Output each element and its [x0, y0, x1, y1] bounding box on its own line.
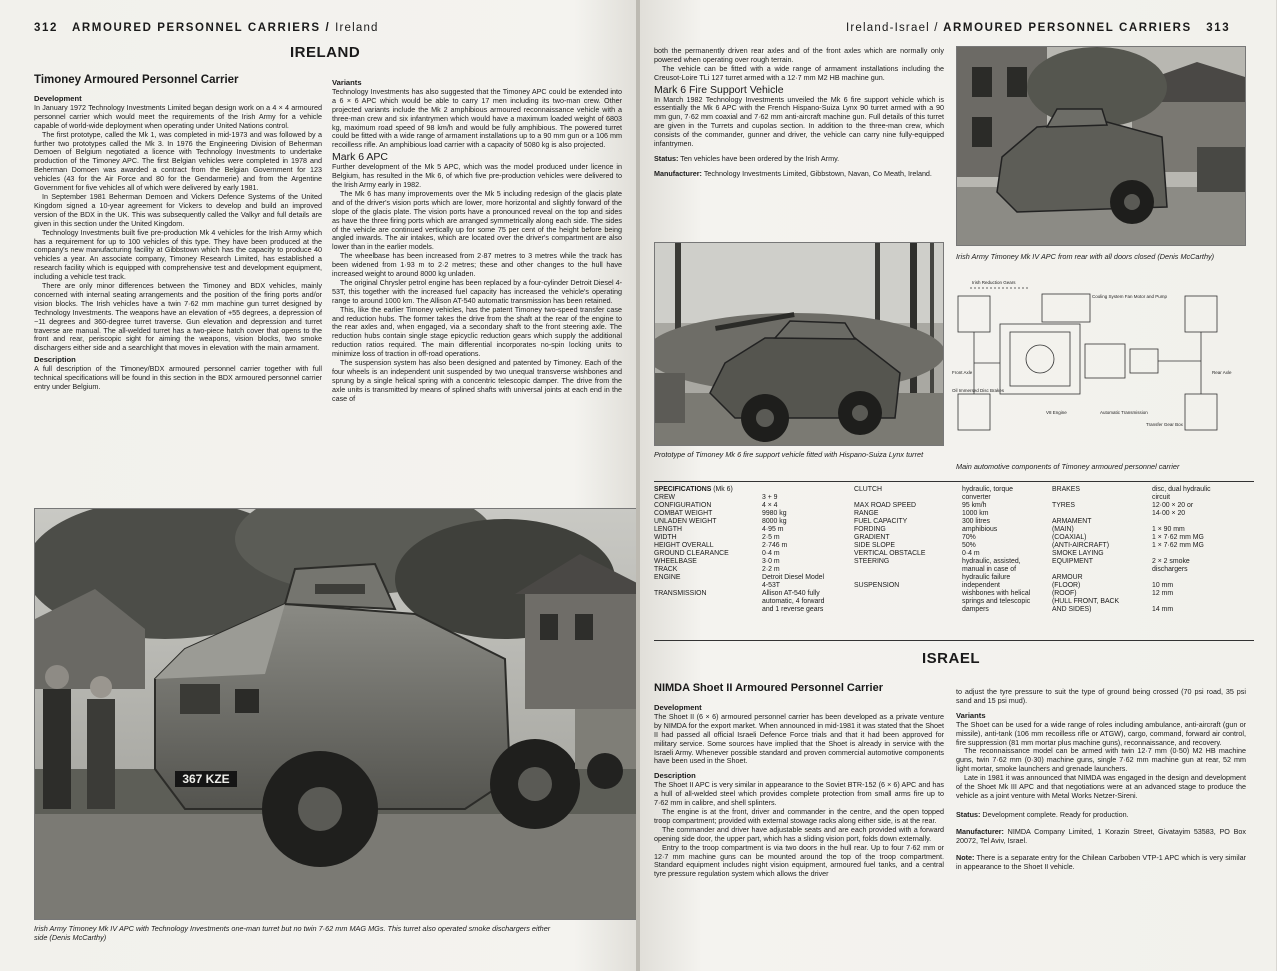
specs-title-sub: (Mk 6) — [713, 486, 733, 493]
spec-row — [654, 606, 824, 614]
spec-value: 2·5 m — [762, 534, 780, 541]
spec-key: CONFIGURATION — [654, 502, 712, 509]
spec-value: 12 mm — [1152, 590, 1174, 597]
spec-key: ARMOUR — [1052, 574, 1083, 581]
right-page — [638, 0, 1276, 971]
spec-value: converter — [962, 494, 991, 501]
paragraph: This, like the earlier Timoney vehicles, has the patent Timoney two-speed transfer case and reduction hubs. The former takes the drive from the shaft at the rear of the engine to the rear axles and, when engaged, via a secondary shaft to the front steering axle. The reduction hubs contain single stage epicyclic reduction gears which supply the additional reduction ratios required. The main differential incorporates no-spin locking units to minimize loss of traction in off-road operations. — [332, 304, 622, 359]
heading-variants: Variants — [956, 710, 986, 720]
spec-row — [1052, 502, 1211, 510]
spec-key: HEIGHT OVERALL — [654, 542, 714, 549]
heading-mark6-apc: Mark 6 APC — [332, 151, 389, 164]
spec-row — [654, 542, 824, 550]
spec-key: BRAKES — [1052, 486, 1080, 493]
spec-row — [654, 590, 824, 598]
paragraph: The vehicle can be fitted with a wide range of armament installations including the Creusot-Loire TLi 127 turret armed with a 12·7 mm M2 HB machine gun. — [654, 63, 944, 82]
spec-key: TYRES — [1052, 502, 1075, 509]
right-column-b — [654, 681, 944, 941]
diagram-label: Transfer Gear Box — [1146, 422, 1183, 427]
specs-column-1 — [654, 486, 824, 614]
spec-key: LENGTH — [654, 526, 682, 533]
manufacturer-line — [956, 828, 1246, 846]
note-text: There is a separate entry for the Chilean Carboben VTP-1 APC which is very similar in appearance to the Shoet II vehicle. — [956, 852, 1246, 871]
photo-caption-timoney-mk4: Irish Army Timoney Mk IV APC with Technology Investments one-man turret but no twin 7·62 mm MAG MGs. This turret also operated smoke dischargers either side (Denis McCarthy) — [34, 924, 551, 942]
paragraph: The original Chrysler petrol engine has been replaced by a four-cylinder Detroit Diesel 4-53T, this together with the increased fuel capacity has increased the vehicle's operating range to around 1000 km. The Allison AT-540 automatic transmission has been retained. — [332, 277, 622, 305]
photo-timoney-mk4-image — [35, 509, 638, 919]
spec-row — [854, 582, 1030, 590]
spec-value: dampers — [962, 606, 989, 613]
paragraph: The Shoet II (6 × 6) armoured personnel carrier has been developed as a private venture by NIMDA for the export market. When announced in mid-1981 it was stated that the Shoet II had passed all official Israeli Defence Force trials and that it had been approved for military service. Some sources have implied that the Shoet is already in service with the Israeli Army. Whenever possible standard and proven commercial automotive components have been used in the Shoet. — [654, 711, 944, 766]
section-title-israel: ISRAEL — [922, 650, 981, 667]
spec-row — [854, 566, 1030, 574]
spec-key: CREW — [654, 494, 676, 501]
paragraph: The wheelbase has been increased from 2·87 metres to 3 metres while the track has been widened from 1·93 m to 2·2 metres; these and other changes to the hull have increased weight to around 8000 kg unladen. — [332, 251, 622, 279]
spec-value: automatic, 4 forward — [762, 598, 825, 605]
spec-key: TRACK — [654, 566, 678, 573]
spec-row — [1052, 574, 1211, 582]
spec-row — [1052, 558, 1211, 566]
photo-timoney-mk4 — [34, 508, 638, 920]
spec-value: amphibious — [962, 526, 998, 533]
paragraph: There are only minor differences between the Timoney and BDX vehicles, mainly concerned with internal seating arrangements and the position of the firing ports and/or vision blocks. The Irish vehicles have a twin 7·62 mm machine gun turret designed by Technology Investments. The weapons have an elevation of +55 degrees, a depression of −11 degrees and 360-degree turret traverse. Gun elevation and depression and turret traverse are manual. The all-welded turret has a two-piece hatch cover that opens to the front and rear, periscopic sight for aiming the weapons, vision blocks, two smoke dischargers either side and a searchlight that moves in elevation with the main armament. — [34, 281, 322, 353]
spec-value: 1 × 90 mm — [1152, 526, 1185, 533]
spec-value: Detroit Diesel Model — [762, 574, 825, 581]
paragraph: The engine is at the front, driver and commander in the centre, and the open topped troop compartment; provided with external stowage racks along either side, is at the rear. — [654, 806, 944, 825]
spec-row — [654, 534, 824, 542]
spec-row — [654, 558, 824, 566]
spec-key: AND SIDES) — [1052, 606, 1092, 613]
spec-value: circuit — [1152, 494, 1170, 501]
photo-mk4-rear — [956, 46, 1246, 246]
spec-row — [1052, 550, 1211, 558]
spec-key: WIDTH — [654, 534, 677, 541]
spec-value: 4-53T — [762, 582, 781, 589]
section-title-ireland: IRELAND — [290, 44, 361, 61]
spec-row — [854, 534, 1030, 542]
spec-value: and 1 reverse gears — [762, 606, 824, 613]
paragraph: Late in 1981 it was announced that NIMDA was engaged in the design and development of the Shoet Mk III APC and that negotiations were at an advanced stage to produce the vehicle as a joint venture with Metal Works Netzer-Sireni. — [956, 773, 1246, 800]
manufacturer-label: Manufacturer: — [956, 826, 1004, 836]
heading-development: Development — [654, 703, 702, 712]
spec-row — [1052, 510, 1211, 518]
automotive-diagram-drawing — [950, 274, 1250, 454]
paragraph: Technology Investments built five pre-production Mk 4 vehicles for the Irish Army which has a requirement for up to 100 vehicles of this type. They have been produced at the company's new manufacturing facility at Gibbstown which has the capacity to produce 40 vehicles a year. An associate company, Timoney Research Limited, has established a research facility which is equipped with comprehensive test and development equipment, including a vehicle test track. — [34, 227, 322, 282]
photo-mk6-fire-support — [654, 242, 944, 446]
paragraph: The reconnaissance model can be armed with twin 12·7 mm (0·50) M2 HB machine guns, twin 7·62 mm (0·30) machine guns, single 7·62 mm machine gun at rear, 52 mm light mortar, smoke launchers and grenade launchers. — [956, 746, 1246, 774]
spec-value: hydraulic, torque — [962, 486, 1013, 493]
status-line — [654, 155, 944, 164]
diagram-label: V8 Engine — [1046, 410, 1067, 415]
spec-value: 3·0 m — [762, 558, 780, 565]
paragraph: The Shoet can be used for a wide range of roles including ambulance, anti-aircraft (gun or missile), anti-tank (106 mm recoilless rifle or ATGW), cargo, command, forward air control, fire suppression (81 mm mortar plus machine guns), reconnaissance, and recovery. — [956, 719, 1246, 747]
spec-row — [654, 574, 824, 582]
right-column-a — [654, 47, 944, 237]
spec-key: GROUND CLEARANCE — [654, 550, 729, 557]
manufacturer-text: Technology Investments Limited, Gibbstown, Navan, Co Meath, Ireland. — [703, 168, 932, 178]
spec-row — [854, 574, 1030, 582]
spec-key: SMOKE LAYING — [1052, 550, 1104, 557]
spec-row — [854, 518, 1030, 526]
spec-value: 95 km/h — [962, 502, 987, 509]
spec-value: independent — [962, 582, 1000, 589]
spec-value: Allison AT-540 fully — [762, 590, 820, 597]
spec-value: 1 × 7·62 mm MG — [1152, 542, 1204, 549]
spec-value: springs and telescopic — [962, 598, 1031, 605]
paragraph: The commander and driver have adjustable seats and are each provided with a forward opening side door, the upper part, which has a sliding vision port, folds down externally. — [654, 824, 944, 843]
spec-row — [1052, 566, 1211, 574]
spec-key: (ANTI-AIRCRAFT) — [1052, 542, 1110, 549]
spec-row — [854, 502, 1030, 510]
specs-col2-rows — [854, 486, 1030, 614]
spec-row — [854, 486, 1030, 494]
spec-key: STEERING — [854, 558, 890, 565]
spec-row — [654, 550, 824, 558]
spec-key: UNLADEN WEIGHT — [654, 518, 717, 525]
paragraph: Further development of the Mk 5 APC, which was the model produced under licence in Belgium, has resulted in the Mk 6, of which five pre-production vehicles were delivered to the Irish Army early in 1982. — [332, 162, 622, 189]
spec-value: 0·4 m — [962, 550, 980, 557]
spec-row — [854, 494, 1030, 502]
spec-key: ARMAMENT — [1052, 518, 1092, 525]
spec-value: 2·746 m — [762, 542, 788, 549]
paragraph: both the permanently driven rear axles and of the front axles which are normally only powered when operating over rough terrain. — [654, 47, 944, 64]
spec-key: (COAXIAL) — [1052, 534, 1087, 541]
left-column-1 — [34, 73, 322, 503]
status-text: Ten vehicles have been ordered by the Irish Army. — [680, 153, 840, 163]
spec-row — [1052, 590, 1211, 598]
paragraph: In March 1982 Technology Investments unveiled the Mk 6 fire support vehicle which is essentially the Mk 6 APC with the French Hispano-Suiza Lynx 90 turret armed with a 90 mm gun, 7·62 mm coaxial and 7·62 mm anti-aircraft machine gun. Full details of this turret are given in the Turrets and cupolas section. In addition to the three-man crew, which consists of the commander, gunner and driver, the vehicle can carry nine fully-equipped infantrymen. — [654, 94, 944, 149]
spec-key: VERTICAL OBSTACLE — [854, 550, 926, 557]
spec-key: RANGE — [854, 510, 879, 517]
paragraph: Technology Investments has also suggested that the Timoney APC could be extended into a 6 × 6 APC which would be able to carry 17 men including its two-man crew. Other projected variants include the Mk 2 amphibious armoured reconnaissance vehicle with a three-man crew and six infantrymen which would have a maximum loaded weight of 6803 kg, maximum road speed of 98 km/h and would be fully amphibious. The powered turret could be fitted with a wide range of armament installations up to a 90 mm gun or a 106 mm recoilless rifle. An amphibious load carrier with a capacity of 5080 kg is also projected. — [332, 86, 622, 150]
spec-value: 3 + 9 — [762, 494, 778, 501]
spec-row — [654, 526, 824, 534]
spec-value: 10 mm — [1152, 582, 1174, 589]
spec-row — [1052, 582, 1211, 590]
spec-key: WHEELBASE — [654, 558, 697, 565]
spec-key: GRADIENT — [854, 534, 890, 541]
spec-row — [1052, 518, 1211, 526]
photo-mk4-rear-image — [957, 47, 1245, 245]
spec-row — [854, 550, 1030, 558]
note-line — [956, 854, 1246, 872]
paragraph: A full description of the Timoney/BDX armoured personnel carrier together with full technical specifications will be found in this section in the BDX armoured personnel carrier entry under Belgium. — [34, 364, 322, 391]
spec-value: 4·95 m — [762, 526, 784, 533]
manufacturer-label: Manufacturer: — [654, 168, 702, 178]
specs-bottom-rule — [654, 640, 1254, 641]
heading-variants: Variants — [332, 79, 362, 87]
running-head-subtitle: Ireland-Israel / — [846, 22, 939, 34]
spec-row — [654, 518, 824, 526]
spec-key: FORDING — [854, 526, 886, 533]
paragraph: to adjust the tyre pressure to suit the type of ground being crossed (70 psi road, 35 psi sand and 15 psi mud). — [956, 688, 1246, 705]
spec-value: hydraulic, assisted, — [962, 558, 1021, 565]
page-number: 312 — [34, 22, 58, 34]
spec-key: SIDE SLOPE — [854, 542, 895, 549]
left-column-2 — [332, 79, 622, 503]
diagram-label: Cooling System Fan Motor and Pump — [1092, 294, 1168, 299]
spec-value: wishbones with helical — [962, 590, 1031, 597]
paragraph: The suspension system has also been designed and patented by Timoney. Each of the four wheels is an independent unit suspended by two unequal transverse wishbones and sprung by a single helical spring with a concentric telescopic damper. The drive from the axle units is transmitted by means of splined shafts with universal joints at each end in the case of — [332, 358, 622, 403]
spec-value: 2·2 m — [762, 566, 780, 573]
running-head-left — [34, 22, 379, 34]
specs-column-2 — [854, 486, 1030, 614]
spec-value: disc, dual hydraulic — [1152, 486, 1211, 493]
specs-col1-rows — [654, 494, 824, 614]
spec-key: (MAIN) — [1052, 526, 1074, 533]
diagram-label: Oil Immersed Disc Brakes — [952, 388, 1005, 393]
spec-value: 4 × 4 — [762, 502, 778, 509]
running-head-subtitle: Ireland — [335, 22, 379, 34]
paragraph: Entry to the troop compartment is via two doors in the hull rear. Up to four 7·62 mm or 12·7 mm machine guns can be mounted around the top of the troop compartment. Standard equipment includes night vision equipment, armoured fuel tanks, and a central tyre pressure regulation system which allows the driver — [654, 842, 944, 879]
paragraph: In January 1972 Technology Investments Limited began design work on a 4 × 4 armoured personnel carrier which would meet the requirements of the Irish Army for a vehicle capable of world-wide deployment when operating under United Nations control. — [34, 102, 322, 130]
specs-title-text: SPECIFICATIONS — [654, 486, 712, 493]
heading-description: Description — [654, 771, 696, 781]
spec-value: hydraulic failure — [962, 574, 1011, 581]
spec-row — [654, 566, 824, 574]
spec-value: 9980 kg — [762, 510, 787, 517]
spec-key: CLUTCH — [854, 486, 882, 493]
spec-key: SUSPENSION — [854, 582, 900, 589]
status-label: Status: — [956, 809, 981, 819]
article-title-shoet: NIMDA Shoet II Armoured Personnel Carrier — [654, 682, 884, 694]
photo-caption-mk6: Prototype of Timoney Mk 6 fire support vehicle fitted with Hispano-Suiza Lynx turret — [654, 450, 924, 459]
spec-value: 8000 kg — [762, 518, 787, 525]
running-head-title: ARMOURED PERSONNEL CARRIERS / — [71, 22, 331, 34]
manufacturer-text: NIMDA Company Limited, 1 Korazin Street, Givatayim 53583, PO Box 20072, Tel Aviv, Israel. — [956, 826, 1246, 845]
spec-row — [854, 558, 1030, 566]
spec-row — [854, 526, 1030, 534]
running-head-title: ARMOURED PERSONNEL CARRIERS — [943, 22, 1192, 34]
spec-value: 300 litres — [962, 518, 990, 525]
spec-row — [1052, 542, 1211, 550]
spec-row — [1052, 494, 1211, 502]
spec-row — [854, 590, 1030, 598]
spec-key: EQUIPMENT — [1052, 558, 1093, 565]
heading-description: Description — [34, 355, 76, 365]
spec-value: 50% — [962, 542, 976, 549]
spec-value: dischargers — [1152, 566, 1188, 573]
specifications-table — [654, 486, 1254, 636]
diagram-label: Automatic Transmission — [1100, 410, 1148, 415]
heading-development: Development — [34, 94, 82, 103]
running-head-right — [846, 22, 1230, 34]
spec-key: COMBAT WEIGHT — [654, 510, 713, 517]
license-plate: 367 KZE — [182, 772, 230, 786]
spec-value: 14 mm — [1152, 606, 1174, 613]
photo-caption-mk4-rear: Irish Army Timoney Mk IV APC from rear with all doors closed (Denis McCarthy) — [956, 252, 1215, 261]
diagram-caption: Main automotive components of Timoney armoured personnel carrier — [956, 462, 1180, 471]
spec-row — [654, 510, 824, 518]
specs-top-rule — [654, 481, 1254, 482]
paragraph: The Shoet II APC is very similar in appearance to the Soviet BTR-152 (6 × 6) APC and has a hull of all-welded steel which provides complete protection from small arms fire up to 7·62 mm in calibre, and shell splinters. — [654, 780, 944, 808]
spec-value: 14·00 × 20 — [1152, 510, 1186, 517]
spec-row — [1052, 486, 1211, 494]
specs-title — [654, 486, 824, 494]
note-label: Note: — [956, 852, 975, 862]
spec-key: (FLOOR) — [1052, 582, 1081, 589]
paragraph: The Mk 6 has many improvements over the Mk 5 including redesign of the glacis plate and of the driver's vision ports which are lower, more horizontal and slightly forward of the slope of the glacis plate. The vision ports have a pronounced reveal on the top and sides as have the three firing ports which are arranged symmetrically along each side. The sides of the vehicle are continued vertically up for some 75 per cent of the height before being angled inwards. The air intakes, which are located over the driver's compartment are also lower than in the earlier models. — [332, 188, 622, 252]
spec-value: 70% — [962, 534, 976, 541]
spec-row — [854, 542, 1030, 550]
right-column-c — [956, 688, 1246, 938]
spec-key: MAX ROAD SPEED — [854, 502, 917, 509]
paragraph: The first prototype, called the Mk 1, was completed in mid-1973 and was followed by a further two prototypes called the Mk 3. In 1976 the Engineering Division of Beherman Demoen of Belgium negotiated a licence with Technology Investments to undertake production of the Timoney APC. The first Belgian vehicles were completed in 1978 and Beherman Domoen was awarded a contract from the Belgian Government for 123 vehicles (43 for the Air Force and 80 for the Gendarmerie) and from the Argentine Government for five vehicles all of which were delivered by early 1981. — [34, 129, 322, 193]
spec-key: ENGINE — [654, 574, 681, 581]
manufacturer-line — [654, 170, 944, 179]
automotive-diagram — [950, 274, 1250, 454]
diagram-label: Front Axle — [952, 370, 973, 375]
spec-value: 12·00 × 20 or — [1152, 502, 1194, 509]
spec-row — [654, 598, 824, 606]
spec-value: manual in case of — [962, 566, 1017, 573]
spec-value: 2 × 2 smoke — [1152, 558, 1190, 565]
gutter — [636, 0, 640, 971]
spec-value: 0·4 m — [762, 550, 780, 557]
spec-row — [654, 494, 824, 502]
specs-col3-rows — [1052, 486, 1211, 614]
status-line — [956, 811, 1246, 820]
heading-fire-support-vehicle: Mark 6 Fire Support Vehicle — [654, 83, 784, 96]
spec-row — [854, 510, 1030, 518]
spec-key: (ROOF) — [1052, 590, 1077, 597]
spec-key: (HULL FRONT, BACK — [1052, 598, 1120, 605]
spec-row — [654, 582, 824, 590]
spec-row — [1052, 606, 1211, 614]
spec-value: 1 × 7·62 mm MG — [1152, 534, 1204, 541]
spec-key: FUEL CAPACITY — [854, 518, 908, 525]
article-title: Timoney Armoured Personnel Carrier — [34, 74, 239, 86]
paragraph: In September 1981 Beherman Demoen and Vickers Defence Systems of the United Kingdom signed a 10-year agreement for Vickers to develop and build an improved version of the BDX in the UK. This was subsequently called the Valkyr and full details are given in this section under the United Kingdom. — [34, 191, 322, 228]
page-number: 313 — [1206, 22, 1231, 34]
diagram-label: Irish Reduction Gears — [972, 280, 1016, 285]
left-page — [0, 0, 638, 971]
spec-key: TRANSMISSION — [654, 590, 707, 597]
specs-column-3 — [1052, 486, 1211, 614]
diagram-label: Rear Axle — [1212, 370, 1232, 375]
photo-mk6-fire-support-image — [655, 243, 943, 445]
status-text: Development complete. Ready for production. — [982, 809, 1129, 819]
spec-row — [854, 598, 1030, 606]
spec-row — [654, 502, 824, 510]
spec-value: 1000 km — [962, 510, 989, 517]
spec-row — [854, 606, 1030, 614]
spec-row — [1052, 598, 1211, 606]
status-label: Status: — [654, 153, 679, 163]
spec-row — [1052, 526, 1211, 534]
spec-row — [1052, 534, 1211, 542]
